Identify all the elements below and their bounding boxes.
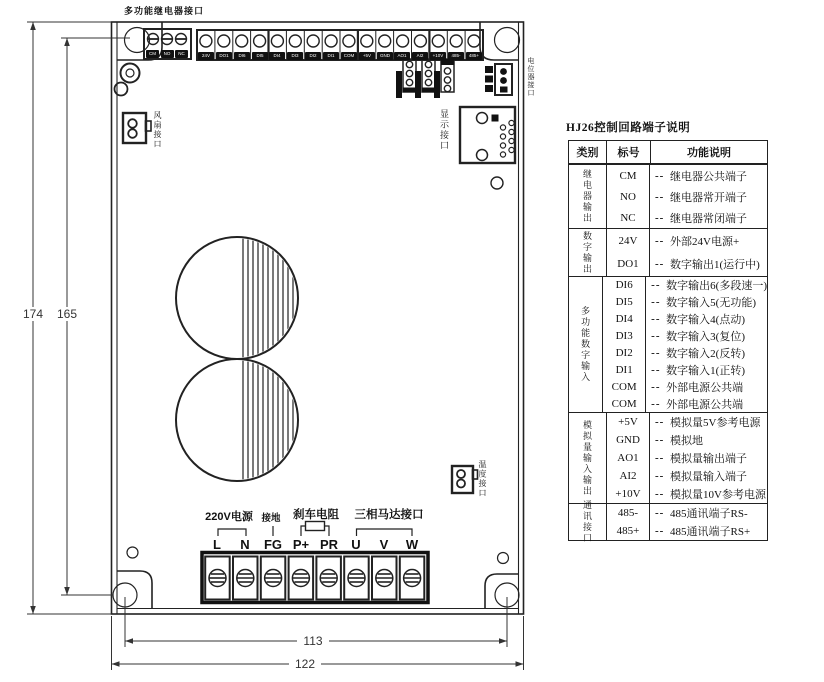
relay-terminal-label: NC: [175, 50, 188, 58]
table-row: [607, 467, 767, 485]
terminal-desc: 继电器常开端子: [670, 191, 747, 204]
terminal-id: NC: [607, 207, 650, 228]
table-header-label: 标号: [607, 141, 651, 163]
terminal-desc: 数字输入4(点动): [666, 314, 745, 327]
terminal-desc: 继电器公共端子: [670, 170, 747, 183]
dash: --: [655, 234, 665, 247]
relay-terminal-label: NO: [161, 50, 174, 58]
terminal-id: DO1: [607, 253, 650, 277]
terminal-desc: 数字输入1(正转): [666, 364, 745, 377]
table-row: [607, 186, 767, 207]
terminal-desc: 外部24V电源+: [670, 235, 740, 248]
dimension-inner-width: 113: [297, 634, 329, 648]
dash: --: [655, 211, 665, 224]
relay-terminal-label: CM: [146, 50, 159, 58]
table-row: [607, 522, 767, 540]
terminal-id: AI2: [607, 467, 650, 485]
terminal-id: AO1: [607, 449, 650, 467]
table-row: [607, 504, 767, 522]
category-cell: [569, 500, 607, 543]
table-row: [607, 253, 767, 277]
terminal-desc: 模拟地: [670, 435, 703, 447]
dash: --: [651, 397, 661, 410]
table-row: [607, 485, 767, 503]
terminal-id: CM: [607, 165, 650, 186]
table-row: [603, 395, 767, 412]
fan-interface-label: 风扇接口: [153, 111, 162, 149]
potentiometer-interface-label: 电位器接口: [527, 57, 534, 97]
table-row: [603, 277, 767, 294]
multifunction-relay-interface-label: 多功能继电器接口: [124, 6, 205, 16]
terminal-id: COM: [603, 378, 646, 395]
terminal-id: DI1: [603, 361, 646, 378]
display-interface-label: 显示接口: [439, 109, 449, 151]
dimension-outer-height: 174: [18, 307, 48, 321]
power-terminal-letter: P+: [292, 537, 310, 552]
terminal-id: DI5: [603, 294, 646, 311]
table-group-relay-output: [569, 164, 767, 228]
terminal-id: NO: [607, 186, 650, 207]
power-terminal-letter: U: [351, 537, 361, 552]
terminal-desc: 外部电源公共端: [666, 381, 744, 394]
power-terminal-letter: FG: [263, 537, 283, 552]
control-terminal-label: DI6: [234, 52, 250, 60]
table-row: [603, 361, 767, 378]
power-group-label-220v: 220V电源: [205, 511, 253, 523]
table-row: [607, 413, 767, 431]
terminal-desc: 模拟量输入端子: [670, 471, 747, 483]
control-terminal-label: +10V: [430, 52, 446, 60]
power-group-label-ground: 接地: [261, 513, 281, 524]
control-terminal-label: 485+: [466, 52, 482, 60]
table-row: [603, 294, 767, 311]
control-terminal-label: DI5: [252, 52, 268, 60]
dash: --: [655, 525, 665, 537]
terminal-desc: 数字输入3(复位): [666, 331, 745, 344]
table-row: [603, 328, 767, 345]
terminal-desc: 485通讯端子RS+: [670, 526, 751, 538]
table-row: [607, 449, 767, 467]
control-terminal-label: AO1: [394, 52, 410, 60]
terminal-id: DI2: [603, 345, 646, 362]
category-cell: [569, 229, 607, 276]
control-terminal-label: DI4: [269, 52, 285, 60]
control-terminal-label: 24V: [198, 52, 214, 60]
dash: --: [655, 258, 665, 271]
terminal-desc: 模拟量10V参考电源: [670, 489, 766, 501]
power-terminal-letter: V: [379, 537, 389, 552]
category-cell: [569, 277, 603, 412]
terminal-desc: 外部电源公共端: [666, 398, 744, 411]
dash: --: [651, 330, 661, 343]
control-terminal-label: AI2: [412, 52, 428, 60]
table-group-communication: [569, 500, 767, 543]
category-cell: [569, 413, 607, 503]
terminal-desc: 模拟量输出端子: [670, 453, 747, 465]
dimension-outer-width: 122: [289, 657, 321, 671]
category-text: 继电器输出: [582, 169, 592, 223]
control-terminal-label: GND: [377, 52, 393, 60]
terminal-id: +5V: [607, 413, 650, 431]
table-header-category: 类别: [569, 141, 607, 163]
table-group-digital-output: [569, 228, 767, 276]
table-group-digital-input: [569, 276, 767, 412]
dash: --: [655, 452, 665, 464]
control-terminal-label: COM: [341, 52, 357, 60]
terminal-id: DI6: [603, 277, 646, 294]
table-row: [603, 378, 767, 395]
terminal-desc: 数字输入5(无功能): [666, 297, 756, 310]
control-terminal-label: DO1: [216, 52, 232, 60]
table-header-row: [569, 141, 767, 164]
dash: --: [651, 279, 661, 292]
power-terminal-letter: PR: [319, 537, 339, 552]
dash: --: [655, 470, 665, 482]
terminal-desc: 模拟量5V参考电源: [670, 417, 761, 429]
power-terminal-letter: N: [240, 537, 250, 552]
control-terminal-label: DI3: [287, 52, 303, 60]
temperature-interface-label: 温度接口: [478, 460, 487, 498]
control-terminal-label: DI1: [323, 52, 339, 60]
category-text: 多功能数字输入: [581, 306, 591, 382]
terminal-id: GND: [607, 431, 650, 449]
terminal-id: 24V: [607, 229, 650, 253]
terminal-desc: 继电器常闭端子: [670, 212, 747, 225]
terminal-id: 485+: [607, 522, 650, 540]
dash: --: [655, 190, 665, 203]
control-terminal-label: 485-: [448, 52, 464, 60]
terminal-id: DI3: [603, 328, 646, 345]
control-terminal-label: +5V: [359, 52, 375, 60]
terminal-id: 485-: [607, 504, 650, 522]
dash: --: [655, 416, 665, 428]
table-row: [607, 229, 767, 253]
dash: --: [651, 346, 661, 359]
table-row: [607, 207, 767, 228]
table-row: [603, 311, 767, 328]
dash: --: [651, 296, 661, 309]
dash: --: [651, 363, 661, 376]
table-row: [607, 431, 767, 449]
table-title: HJ26控制回路端子说明: [566, 122, 691, 134]
terminal-desc: 数字输入2(反转): [666, 347, 745, 360]
terminal-desc: 485通讯端子RS-: [670, 508, 748, 520]
dash: --: [651, 313, 661, 326]
table-row: [603, 345, 767, 362]
category-text: 通讯接口: [582, 500, 592, 543]
dash: --: [655, 169, 665, 182]
category-text: 数字输出: [582, 230, 592, 274]
dash: --: [651, 380, 661, 393]
terminal-description-table: [568, 140, 768, 541]
power-group-label-motor: 三相马达接口: [354, 509, 424, 521]
control-terminal-label: DI2: [305, 52, 321, 60]
terminal-id: COM: [603, 395, 646, 412]
power-terminal-strip: [202, 553, 428, 603]
power-group-label-brake: 刹车电阻: [293, 509, 339, 521]
table-header-function: 功能说明: [687, 147, 731, 159]
terminal-id: +10V: [607, 485, 650, 503]
power-terminal-letter: L: [213, 537, 221, 552]
power-terminal-letter: W: [405, 537, 419, 552]
dimension-inner-height: 165: [52, 307, 82, 321]
terminal-id: DI4: [603, 311, 646, 328]
terminal-desc: 数字输出1(运行中): [670, 259, 760, 272]
terminal-desc: 数字输出6(多段速一): [666, 280, 767, 293]
dash: --: [655, 434, 665, 446]
brake-resistor-symbol: [306, 522, 325, 531]
dash: --: [655, 488, 665, 500]
category-cell: [569, 165, 607, 228]
table-group-analog-io: [569, 412, 767, 503]
category-text: 模拟量输入输出: [582, 419, 592, 496]
dash: --: [655, 507, 665, 519]
table-row: [607, 165, 767, 186]
